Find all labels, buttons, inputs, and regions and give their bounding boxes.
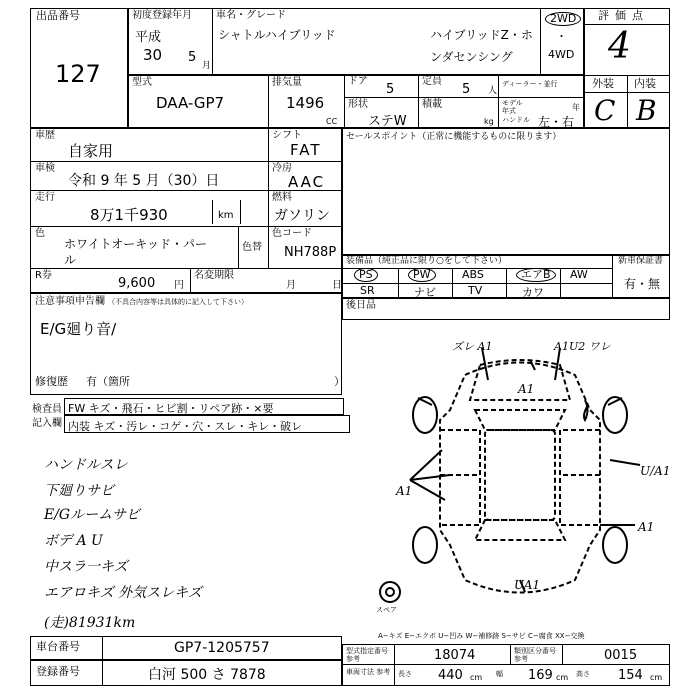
cm-2: cm — [556, 673, 569, 682]
reg-month-unit: 月 — [202, 61, 212, 71]
grade-line2: ンダセンシング — [430, 50, 513, 64]
name-label: 車名・グレード — [216, 10, 286, 21]
handwritten-line: ボデ A U — [44, 533, 103, 549]
equip-item2-0: SR — [360, 284, 375, 297]
cm-3: cm — [650, 673, 663, 682]
name-change-label: 名変期限 — [194, 270, 234, 281]
mark-6: UA1 — [514, 578, 541, 592]
color-label: 色 — [35, 228, 45, 239]
car-diagram — [370, 330, 670, 620]
equip-label: 装備品（純正品に限り○をして下さい） — [346, 256, 507, 266]
shift-label: シフト — [272, 130, 302, 141]
reg-label: 初度登録年月 — [132, 10, 192, 21]
equip-item-4: AW — [570, 268, 588, 281]
inspect-value: 令和 9 年 5 月（30）日 — [68, 173, 220, 189]
equip-item-2: ABS — [462, 268, 484, 281]
handwritten-line: E/Gルームサビ — [44, 507, 140, 523]
fuel-value: ガソリン — [274, 208, 330, 224]
mark-1: A1U2 ワレ — [554, 340, 611, 353]
cap-value: 5 — [462, 82, 471, 97]
cm-1: cm — [470, 673, 483, 682]
equip-item2-1: ナビ — [414, 286, 436, 299]
mark-3: U/A1 — [640, 464, 671, 478]
model-value: DAA-GP7 — [156, 94, 225, 112]
load-unit: kg — [484, 117, 494, 126]
door-value: 5 — [386, 82, 395, 97]
model-year-label: モデル年式 — [502, 99, 523, 115]
year-unit: 年 — [572, 103, 580, 112]
repair-close: ） — [334, 375, 345, 388]
length-value: 440 — [438, 668, 463, 683]
equip-item-1: PW — [408, 268, 436, 282]
chassis-value: GP7-1205757 — [174, 640, 270, 656]
handwritten-line: (走)81931km — [44, 615, 136, 631]
reg-num-label: 登録番号 — [36, 665, 80, 678]
back-seat-label: 後日品 — [346, 300, 376, 311]
shape-label: 形状 — [348, 99, 368, 110]
repair-label: 修復歴 — [35, 375, 68, 388]
shift-value: FAT — [290, 141, 322, 159]
equip-item-3: エアB — [516, 268, 556, 282]
repair-value: 有（箇所 — [86, 375, 130, 388]
ext-line: FW キズ・飛石・ヒビ割・リペア跡・×要 — [68, 402, 274, 415]
interior-value: B — [636, 94, 657, 127]
back-seat-box — [342, 298, 670, 320]
cap-unit: 人 — [488, 86, 498, 96]
handle-label: ハンドル — [502, 116, 530, 124]
designation-label: 型式指定番号 参考 — [346, 647, 388, 663]
chassis-label: 車台番号 — [36, 640, 80, 653]
recycle-label: R券 — [35, 270, 52, 281]
color-code-value: NH788P — [284, 245, 337, 260]
dealer-label: ディーラー・並行 — [502, 80, 558, 88]
mark-5: A1 — [638, 520, 655, 534]
eval-value: 4 — [608, 26, 631, 67]
spare-label: スペア — [376, 606, 397, 614]
color-value-2: ル — [64, 253, 77, 267]
class-label: 類別区分番号 参考 — [514, 647, 556, 663]
int-line: 内装 キズ・汚レ・コゲ・穴・スレ・キレ・破レ — [68, 420, 303, 433]
guarantee-label: 新車保証書 — [618, 256, 664, 266]
color-swap-label: 色替 — [242, 242, 262, 253]
ac-label: 冷房 — [272, 163, 292, 174]
height-label: 高さ — [576, 670, 590, 678]
grade-line1: ハイブリッドZ・ホ — [430, 28, 533, 42]
shape-value: ステW — [368, 114, 407, 129]
sales-box — [342, 128, 670, 255]
notes-sub: （不具合内容等は具体的に記入して下さい） — [108, 298, 248, 306]
eval-label: 評価点 — [598, 9, 649, 22]
model-label: 型式 — [132, 77, 152, 88]
exterior-value: C — [594, 94, 616, 127]
width-label: 幅 — [496, 670, 503, 678]
handwritten-line: 下廻りサビ — [44, 483, 114, 499]
door-label: ドア — [348, 76, 368, 87]
disp-unit: CC — [326, 117, 338, 126]
reg-year: 30 — [143, 46, 163, 64]
drive-dot: ・ — [556, 30, 567, 43]
mark-4: A1 — [396, 484, 413, 498]
designation-value: 18074 — [434, 648, 476, 663]
recycle-value: 9,600 — [118, 276, 156, 291]
handle-value: 左・右 — [538, 115, 575, 129]
width-value: 169 — [528, 668, 553, 683]
recycle-unit: 円 — [174, 280, 184, 291]
equip-item2-3: カワ — [522, 286, 544, 299]
equip-item2-2: TV — [468, 284, 483, 297]
equip-item-0: PS — [354, 268, 378, 282]
drive-2wd: 2WD — [545, 12, 581, 26]
era: 平成 — [135, 30, 162, 45]
handwritten-line: ハンドルスレ — [44, 457, 128, 473]
hist-label: 車歴 — [35, 130, 55, 141]
class-value: 0015 — [604, 648, 638, 663]
mileage-unit: km — [218, 210, 234, 221]
ac-value: AAC — [288, 173, 326, 191]
day-label: 日 — [332, 280, 342, 291]
mileage-label: 走行 — [35, 192, 55, 203]
legend: A−キズ E−エクボ U−凹み W−補修跡 S−サビ C−腐食 XX−交換 — [378, 632, 585, 640]
load-label: 積載 — [422, 99, 442, 110]
disp-label: 排気量 — [272, 77, 302, 88]
mileage-value: 8万1千930 — [90, 206, 168, 224]
hist-value: 自家用 — [68, 142, 114, 160]
fuel-label: 燃料 — [272, 192, 292, 203]
size-label: 車両寸法 参考 — [346, 668, 391, 676]
guarantee-value: 有・無 — [624, 277, 661, 291]
interior-label: 内装 — [634, 77, 656, 90]
handwritten-line: エアロキズ 外気スレキズ — [44, 585, 202, 601]
color-code-label: 色コード — [272, 228, 312, 239]
disp-value: 1496 — [286, 94, 325, 112]
height-value: 154 — [618, 668, 643, 683]
lot-number: 127 — [55, 60, 101, 88]
reg-month: 5 — [188, 50, 197, 65]
length-label: 長さ — [398, 670, 412, 678]
exterior-label: 外装 — [592, 77, 614, 90]
notes-value: E/G廻り音/ — [40, 320, 117, 338]
inspector-label: 検査員 — [32, 404, 62, 415]
mark-2: A1 — [518, 382, 535, 396]
handwritten-line: 中スラ一キズ — [44, 559, 128, 575]
drive-4wd: 4WD — [548, 48, 575, 61]
reg-num-value: 白河 500 さ 7878 — [148, 667, 266, 683]
notes-box — [30, 293, 342, 395]
month-label: 月 — [286, 280, 296, 291]
inspector-sub: 記入欄 — [32, 418, 62, 429]
lot-label: 出品番号 — [36, 9, 80, 22]
color-value-1: ホワイトオーキッド・パー — [64, 237, 208, 251]
inspect-label: 車検 — [35, 163, 55, 174]
mark-0: ズレ A1 — [452, 340, 493, 353]
cap-label: 定員 — [422, 76, 442, 87]
sales-label: セールスポイント（正常に機能するものに限ります） — [346, 132, 562, 142]
car-name: シャトルハイブリッド — [218, 28, 336, 42]
notes-label: 注意事項申告欄 — [35, 296, 105, 307]
